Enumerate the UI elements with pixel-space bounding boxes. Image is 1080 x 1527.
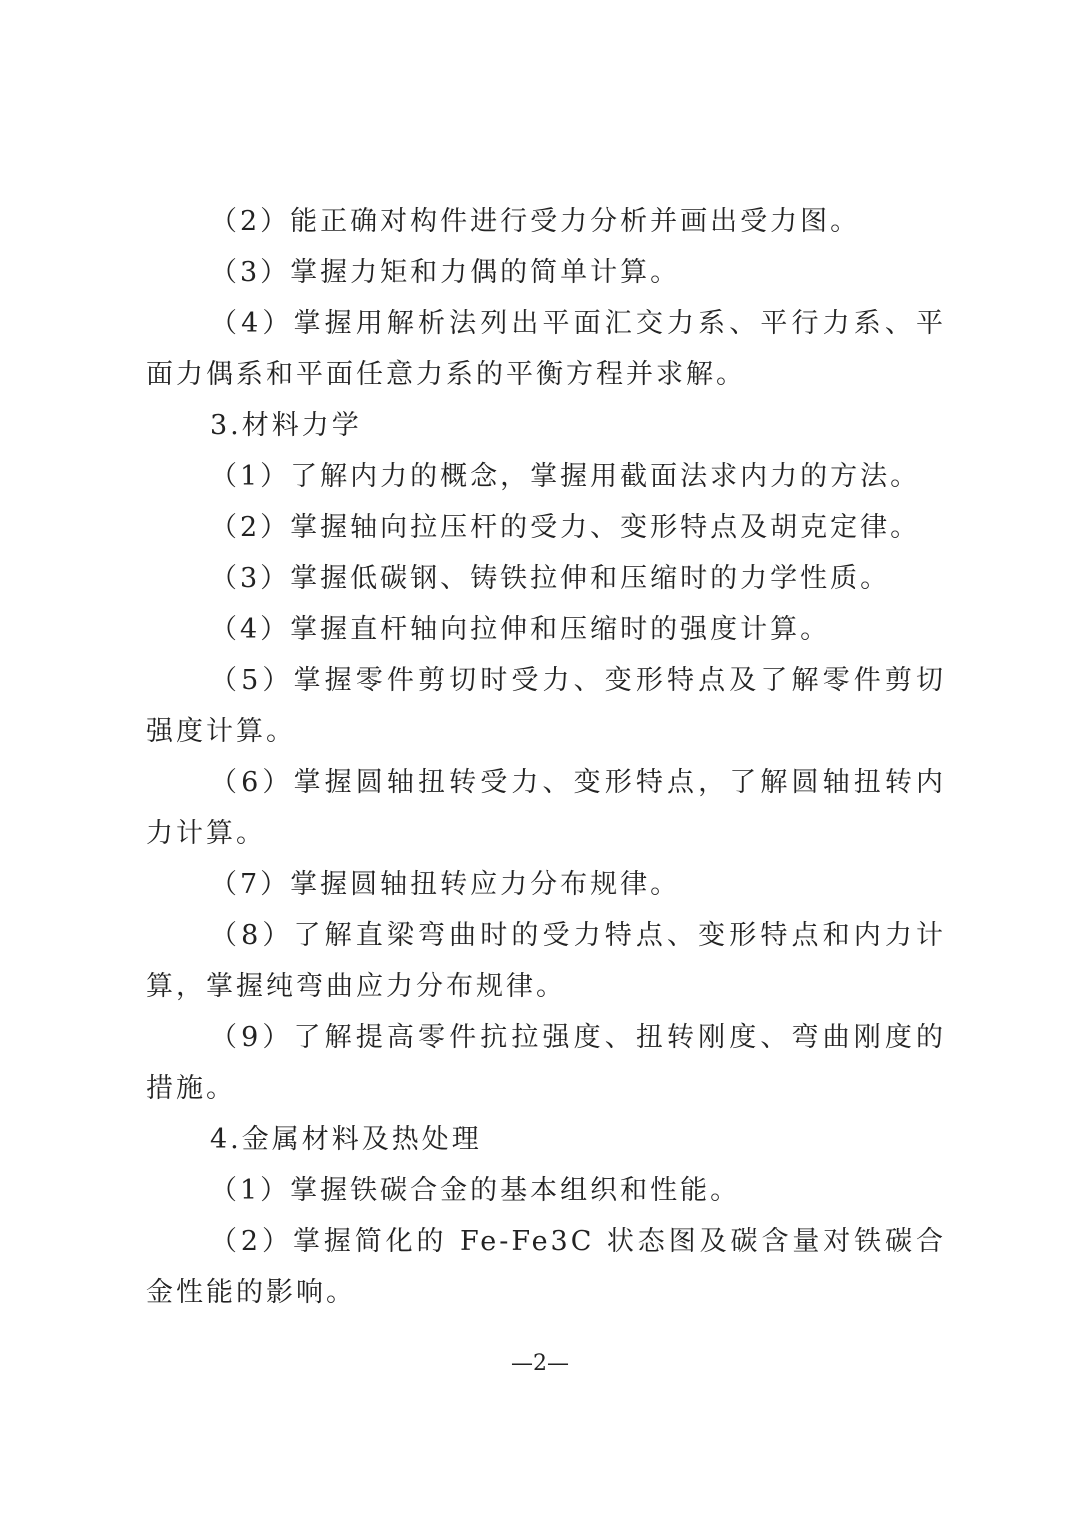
page-number: —2— — [511, 1351, 569, 1376]
paragraph: （3）掌握力矩和力偶的简单计算。 — [210, 257, 681, 288]
paragraph: （7）掌握圆轴扭转应力分布规律。 — [210, 869, 681, 900]
paragraph: （1）了解内力的概念，掌握用截面法求内力的方法。 — [210, 461, 921, 492]
paragraph: （4）掌握用解析法列出平面汇交力系、平行力系、平面力偶系和平面任意力系的平衡方程并求解。 — [146, 308, 946, 390]
paragraph: （9）了解提高零件抗拉强度、扭转刚度、弯曲刚度的措施。 — [146, 1022, 946, 1104]
body-text — [146, 196, 946, 1318]
section-heading: 4.金属材料及热处理 — [210, 1124, 482, 1155]
paragraph: （2）能正确对构件进行受力分析并画出受力图。 — [210, 206, 861, 237]
paragraph: （2）掌握轴向拉压杆的受力、变形特点及胡克定律。 — [210, 512, 921, 543]
paragraph: （1）掌握铁碳合金的基本组织和性能。 — [210, 1175, 741, 1206]
paragraph: （5）掌握零件剪切时受力、变形特点及了解零件剪切强度计算。 — [146, 665, 946, 747]
section-heading: 3.材料力学 — [210, 410, 362, 441]
paragraph: （2）掌握简化的 Fe-Fe3C 状态图及碳含量对铁碳合金性能的影响。 — [146, 1226, 946, 1308]
paragraph: （4）掌握直杆轴向拉伸和压缩时的强度计算。 — [210, 614, 831, 645]
paragraph: （8）了解直梁弯曲时的受力特点、变形特点和内力计算，掌握纯弯曲应力分布规律。 — [146, 920, 946, 1002]
paragraph: （6）掌握圆轴扭转受力、变形特点，了解圆轴扭转内力计算。 — [146, 767, 946, 849]
paragraph: （3）掌握低碳钢、铸铁拉伸和压缩时的力学性质。 — [210, 563, 891, 594]
